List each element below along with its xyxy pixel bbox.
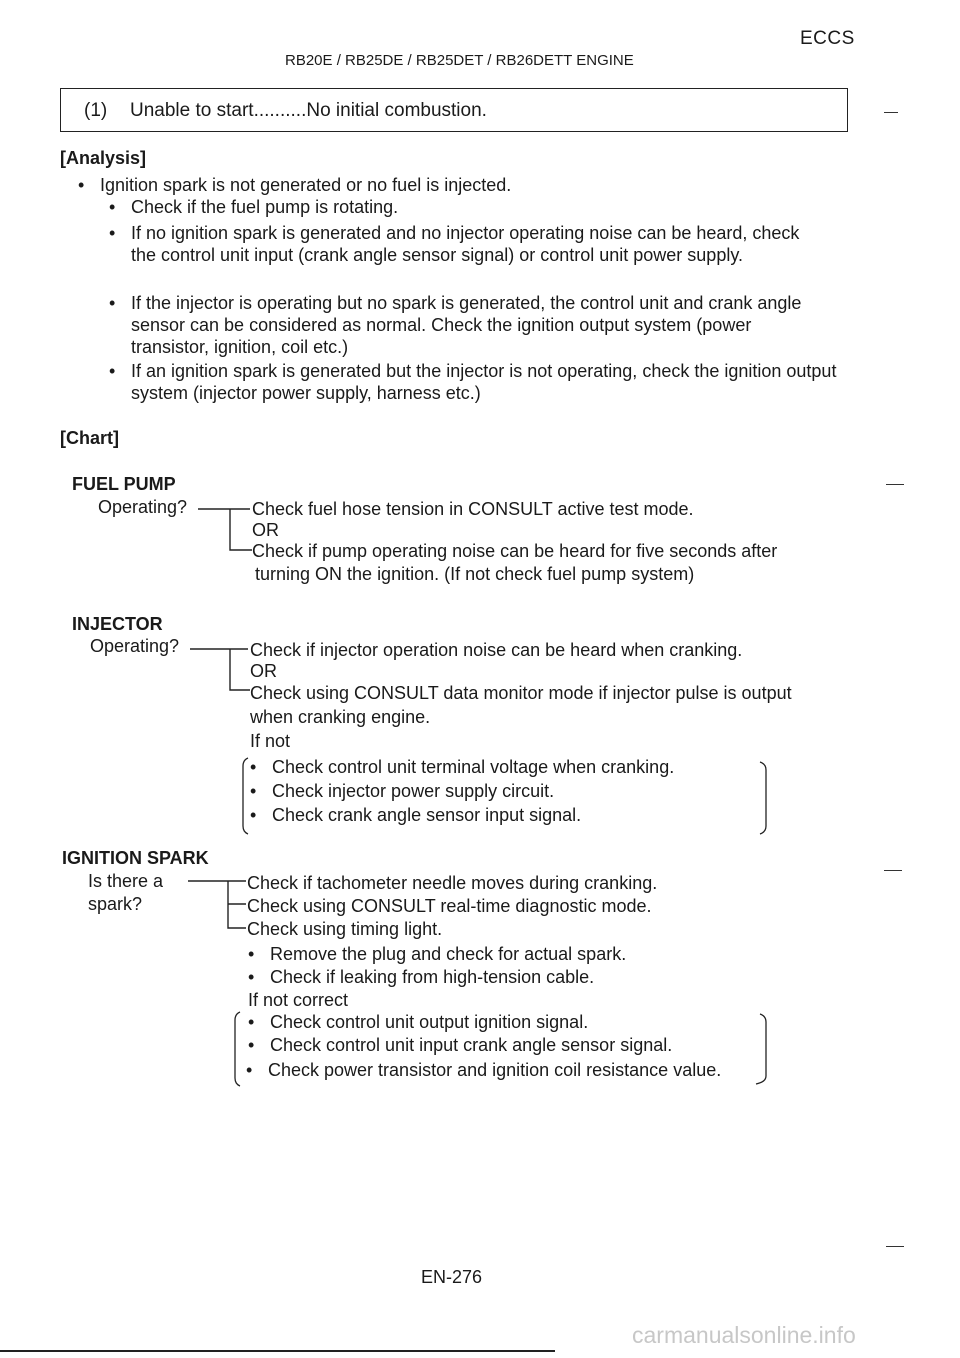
condition-text: Unable to start..........No initial combustion. <box>130 100 487 121</box>
injector-check-1: Check if injector operation noise can be heard when cranking. <box>250 640 743 660</box>
injector-check-2-cont: when cranking engine. <box>250 707 431 727</box>
fuel-pump-title: FUEL PUMP <box>72 474 176 494</box>
ignition-if-not-item: • Check control unit output ignition signal. <box>270 1012 588 1033</box>
analysis-main-bullet: • Ignition spark is not generated or no fuel is injected. <box>100 175 511 196</box>
injector-title: INJECTOR <box>72 614 163 634</box>
analysis-heading: [Analysis] <box>60 148 147 168</box>
injector-question: Operating? <box>90 636 180 656</box>
chart-heading: [Chart] <box>60 428 119 448</box>
fuel-pump-check-2: Check if pump operating noise can be heard for five seconds after <box>252 541 778 561</box>
ignition-question-line-1: Is there a <box>88 871 164 891</box>
injector-if-not-item: • Check control unit terminal voltage when cranking. <box>272 757 674 778</box>
ignition-light-item: • Check if leaking from high-tension cable. <box>270 967 594 988</box>
injector-if-not-item: • Check injector power supply circuit. <box>272 781 554 802</box>
footer-rule <box>0 1350 555 1352</box>
ignition-if-not-correct: If not correct <box>248 990 349 1010</box>
margin-mark <box>884 870 902 871</box>
injector-if-not-item: • Check crank angle sensor input signal. <box>272 805 581 826</box>
injector-or: OR <box>250 661 277 681</box>
watermark: carmanualsonline.info <box>632 1322 856 1348</box>
ignition-question-line-2: spark? <box>88 894 143 914</box>
injector-if-not: If not <box>250 731 291 751</box>
ignition-if-not-item: • Check control unit input crank angle sensor signal. <box>270 1035 672 1056</box>
ignition-if-not-item: • Check power transistor and ignition coil resistance value. <box>268 1060 721 1081</box>
ignition-check-2: Check using CONSULT real-time diagnostic mode. <box>247 896 652 916</box>
margin-mark <box>886 1246 904 1247</box>
ignition-light-item: • Remove the plug and check for actual spark. <box>270 944 626 965</box>
ignition-spark-title: IGNITION SPARK <box>62 848 209 868</box>
ignition-check-1: Check if tachometer needle moves during cranking. <box>247 873 658 893</box>
section-label: ECCS <box>800 28 855 49</box>
fuel-pump-or: OR <box>252 520 279 540</box>
analysis-sub-bullet: • If no ignition spark is generated and no injector operating noise can be heard, check the control unit input (crank angle sensor signal) or control unit power supply. <box>131 222 821 266</box>
fuel-pump-question: Operating? <box>98 497 188 517</box>
condition-number: (1) <box>84 100 108 121</box>
analysis-sub-bullet: • If an ignition spark is generated but the injector is not operating, check the ignition output system (injector power supply, harness etc.) <box>131 360 851 404</box>
fuel-pump-check-2-cont: turning ON the ignition. (If not check fuel pump system) <box>255 564 695 584</box>
injector-check-2: Check using CONSULT data monitor mode if injector pulse is output <box>250 683 792 703</box>
fuel-pump-check-1: Check fuel hose tension in CONSULT active test mode. <box>252 499 694 519</box>
ignition-check-3: Check using timing light. <box>247 919 443 939</box>
analysis-sub-bullet: • Check if the fuel pump is rotating. <box>131 197 398 218</box>
page-number: EN-276 <box>421 1267 483 1287</box>
analysis-sub-bullet: • If the injector is operating but no spark is generated, the control unit and crank angle sensor can be considered as normal. Check the ignition output system (power transistor, ignition, coil etc.) <box>131 292 821 358</box>
engine-header: RB20E / RB25DE / RB25DET / RB26DETT ENGINE <box>285 52 634 69</box>
